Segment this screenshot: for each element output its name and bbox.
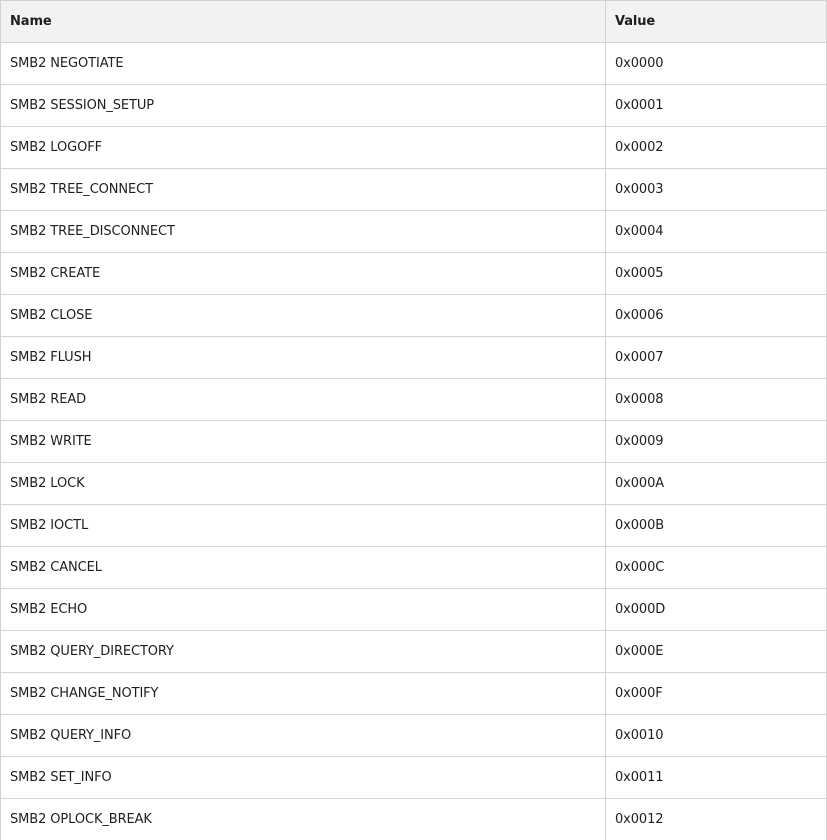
cell-name: SMB2 QUERY_INFO <box>1 715 606 756</box>
table-row <box>1 85 826 127</box>
table-row <box>1 421 826 463</box>
column-header-value[interactable]: Value <box>615 14 656 29</box>
table-row <box>1 43 826 85</box>
table-row <box>1 799 826 840</box>
cell-name: SMB2 NEGOTIATE <box>1 43 606 84</box>
cell-value: 0x0010 <box>615 728 664 743</box>
cell-value: 0x0008 <box>615 392 664 407</box>
table-row <box>1 253 826 295</box>
table-row <box>1 463 826 505</box>
table-row <box>1 757 826 799</box>
cell-name: SMB2 CANCEL <box>1 547 606 588</box>
cell-value: 0x0001 <box>615 98 664 113</box>
cell-name: SMB2 READ <box>1 379 606 420</box>
table-row <box>1 715 826 757</box>
table-row <box>1 505 826 547</box>
cell-name: SMB2 CHANGE_NOTIFY <box>1 673 606 714</box>
column-header-name[interactable]: Name <box>1 1 606 42</box>
table-row <box>1 673 826 715</box>
cell-value: 0x000E <box>615 644 664 659</box>
cell-name: SMB2 LOGOFF <box>1 127 606 168</box>
cell-value: 0x0011 <box>615 770 664 785</box>
cell-name: SMB2 TREE_DISCONNECT <box>1 211 606 252</box>
cell-name: SMB2 IOCTL <box>1 505 606 546</box>
table-row <box>1 547 826 589</box>
cell-name: SMB2 ECHO <box>1 589 606 630</box>
table-header-row <box>1 1 826 43</box>
table-row <box>1 127 826 169</box>
table-row <box>1 589 826 631</box>
cell-value: 0x000F <box>615 686 663 701</box>
cell-value: 0x0004 <box>615 224 664 239</box>
cell-name: SMB2 CREATE <box>1 253 606 294</box>
cell-value: 0x0012 <box>615 812 664 827</box>
cell-value: 0x0005 <box>615 266 664 281</box>
cell-value: 0x0000 <box>615 56 664 71</box>
cell-name: SMB2 TREE_CONNECT <box>1 169 606 210</box>
table-row <box>1 169 826 211</box>
cell-name: SMB2 WRITE <box>1 421 606 462</box>
cell-value: 0x0007 <box>615 350 664 365</box>
table-row <box>1 379 826 421</box>
cell-value: 0x0009 <box>615 434 664 449</box>
table-row <box>1 295 826 337</box>
cell-name: SMB2 FLUSH <box>1 337 606 378</box>
table-body <box>1 43 826 840</box>
cell-name: SMB2 CLOSE <box>1 295 606 336</box>
cell-name: SMB2 SET_INFO <box>1 757 606 798</box>
cell-value: 0x000B <box>615 518 665 533</box>
cell-value: 0x000C <box>615 560 665 575</box>
cell-value: 0x000D <box>615 602 666 617</box>
cell-name: SMB2 SESSION_SETUP <box>1 85 606 126</box>
table-row <box>1 631 826 673</box>
cell-name: SMB2 OPLOCK_BREAK <box>1 799 606 840</box>
cell-value: 0x0003 <box>615 182 664 197</box>
cell-value: 0x0006 <box>615 308 664 323</box>
cell-value: 0x0002 <box>615 140 664 155</box>
cell-name: SMB2 LOCK <box>1 463 606 504</box>
cell-name: SMB2 QUERY_DIRECTORY <box>1 631 606 672</box>
table-row <box>1 337 826 379</box>
cell-value: 0x000A <box>615 476 665 491</box>
table-row <box>1 211 826 253</box>
